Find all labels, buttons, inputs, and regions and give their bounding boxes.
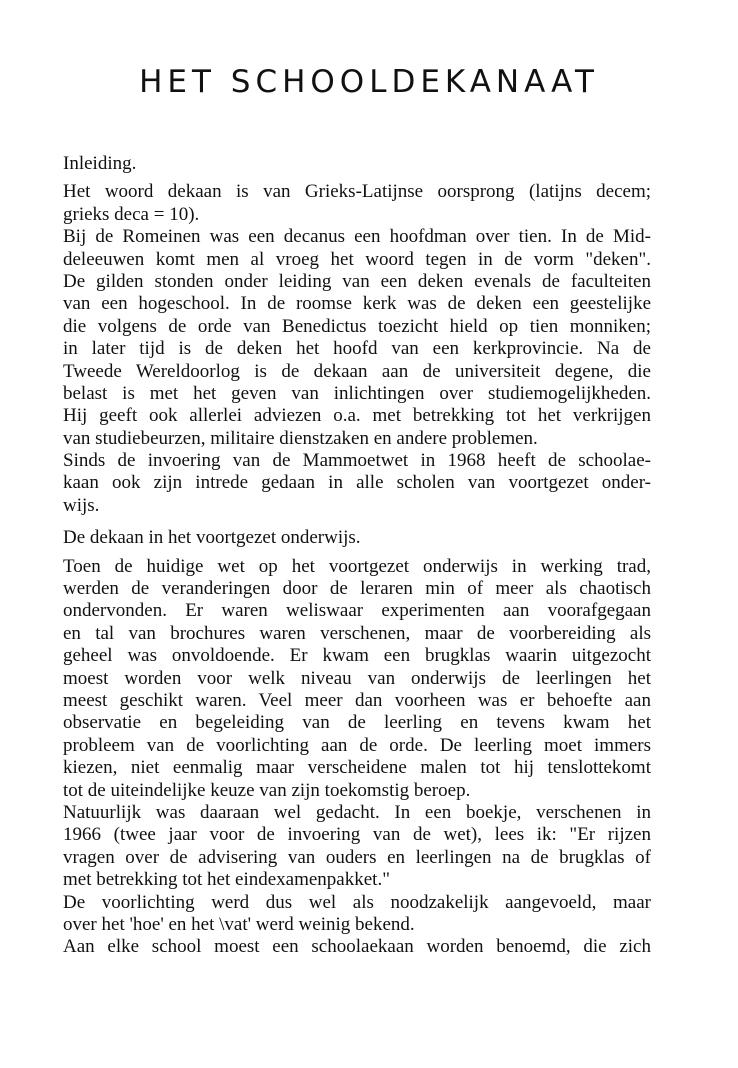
text-line: kiezen, niet eenmalig maar verscheidene malen tot hij tenslottekomt [63,757,651,779]
text-line: over het 'hoe' en het \vat' werd weinig bekend. [63,913,415,935]
text-line: wijs. [63,494,100,516]
text-line: observatie en begeleiding van de leerling en tevens kwam het [63,712,651,734]
text-line: 1966 (twee jaar voor de invoering van de wet), lees ik: "Er rijzen [63,824,651,846]
text-line: vragen over de advisering van ouders en leerlingen na de brugklas of [63,846,651,868]
text-line: Natuurlijk was daaraan wel gedacht. In een boekje, verschenen in [63,801,651,823]
text-line: werden de veranderingen door de leraren min of meer als chaotisch [63,578,651,600]
text-line: Hij geeft ook allerlei adviezen o.a. met betrekking tot het verkrijgen [63,405,651,427]
intro-heading: Inleiding. [63,153,137,174]
text-line: deleeuwen komt men al vroeg het woord tegen in de vorm "deken". [63,248,651,270]
page-title: HET SCHOOLDEKANAAT [139,64,599,100]
text-line: die volgens de orde van Benedictus toezicht hield op tien monniken; [63,315,651,337]
text-line: tot de uiteindelijke keuze van zijn toekomstig beroep. [63,779,471,801]
text-line: geheel was onvoldoende. Er kwam een brugklas waarin uitgezocht [63,645,651,667]
text-line: Tweede Wereldoorlog is de dekaan aan de universiteit degene, die [63,360,651,382]
text-line: ondervonden. Er waren weliswaar experimenten aan voorafgegaan [63,600,651,622]
text-line: De voorlichting werd dus wel als noodzakelijk aangevoeld, maar [63,891,651,913]
text-line: meest geschikt waren. Veel meer dan voorheen was er behoefte aan [63,689,651,711]
text-line: en tal van brochures waren verschenen, maar de voorbereiding als [63,622,651,644]
text-line: Bij de Romeinen was een decanus een hoofdman over tien. In de Mid- [63,226,651,248]
text-line: in later tijd is de deken het hoofd van een kerkprovincie. Na de [63,338,651,360]
section2-heading: De dekaan in het voortgezet onderwijs. [63,527,361,549]
text-line: Aan elke school moest een schoolaekaan worden benoemd, die zich [63,936,651,958]
text-line: probleem van de voorlichting aan de orde. De leerling moet immers [63,734,651,756]
text-line: De gilden stonden onder leiding van een deken evenals de faculteiten [63,270,651,292]
section2-paragraph [63,556,651,959]
text-line: belast is met het geven van inlichtingen over studiemogelijkheden. [63,382,651,404]
text-line: kaan ook zijn intrede gedaan in alle scholen van voortgezet onder- [63,472,651,494]
text-line: moest worden voor welk niveau van onderwijs de leerlingen het [63,667,651,689]
text-line: grieks deca = 10). [63,203,200,225]
text-line: Sinds de invoering van de Mammoetwet in 1968 heeft de schoolae- [63,450,651,472]
document-body [63,153,651,959]
text-line: van studiebeurzen, militaire dienstzaken en andere problemen. [63,427,538,449]
text-line: Het woord dekaan is van Grieks-Latijnse oorsprong (latijns decem; [63,181,651,203]
text-line: met betrekking tot het eindexamenpakket." [63,869,390,891]
intro-paragraph [63,181,651,517]
text-line: Toen de huidige wet op het voortgezet onderwijs in werking trad, [63,555,651,577]
text-line: van een hogeschool. In de roomse kerk was de deken een geestelijke [63,293,651,315]
